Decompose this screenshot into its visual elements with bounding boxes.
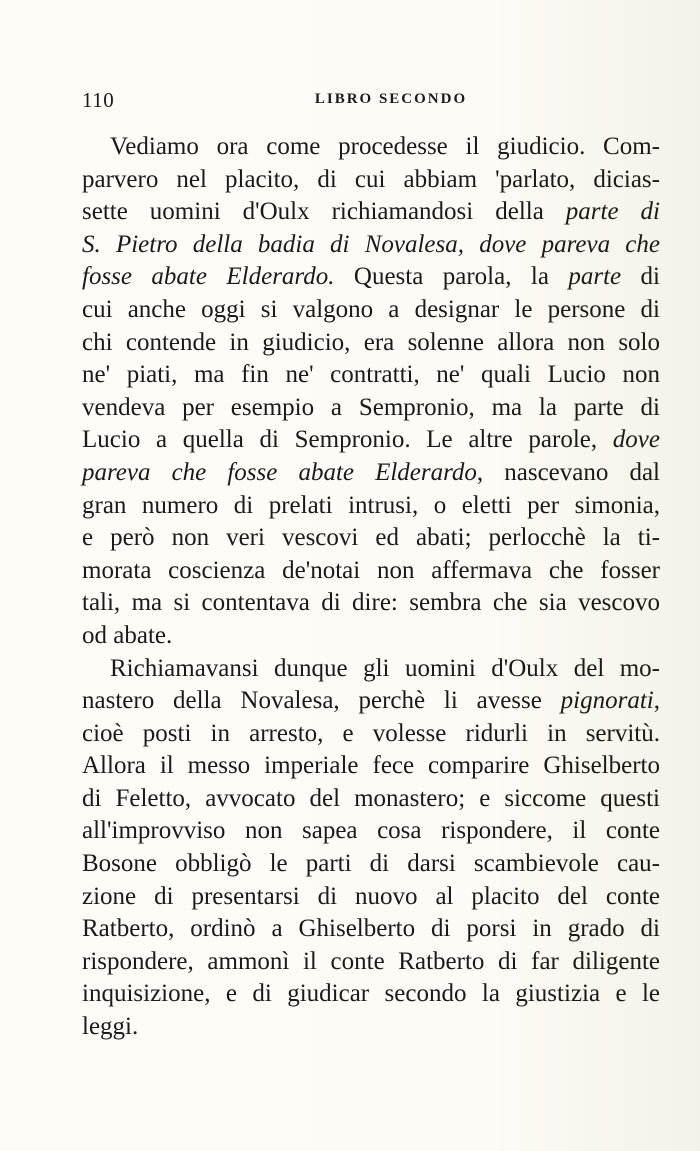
text-line (82, 848, 660, 881)
text-segment: od abate. (82, 621, 173, 649)
text-segment: e però non veri vescovi ed abati; perlocchè la ti- (82, 524, 660, 552)
text-line (82, 392, 660, 425)
text-line (82, 783, 660, 816)
running-title: LIBRO SECONDO (314, 91, 468, 107)
text-segment: all'improvviso non sapea cosa rispondere, il conte (82, 817, 660, 845)
text-line (82, 750, 660, 783)
text-line (82, 131, 660, 164)
text-line (82, 457, 660, 490)
text-segment: Richiamavansi dunque gli uomini d'Oulx del mo- (110, 654, 660, 682)
text-line (82, 1011, 660, 1044)
italic-segment: pignorati (560, 687, 654, 715)
text-segment: parvero nel placito, di cui abbiam 'parlato, dicias- (82, 165, 660, 193)
text-segment: chi contende in giudicio, era solenne allora non solo (82, 328, 660, 356)
page-number: 110 (82, 88, 115, 112)
text-segment: morata coscienza de'notai non affermava che fosser (82, 556, 660, 584)
text-line (82, 718, 660, 751)
text-line (82, 522, 660, 555)
text-line (82, 261, 660, 294)
text-line (82, 653, 660, 686)
text-line (82, 587, 660, 620)
body-text (82, 131, 660, 1044)
page-header (82, 88, 660, 114)
text-segment: Allora il messo imperiale fece comparire Ghiselberto (82, 752, 660, 780)
text-line (82, 946, 660, 979)
text-segment: di Feletto, avvocato del monastero; e siccome questi (82, 784, 660, 812)
text-segment: Bosone obbligò le parti di darsi scambievole cau- (82, 850, 660, 878)
text-line (82, 196, 660, 229)
text-segment: Vediamo ora come procedesse il giudicio. Com- (110, 133, 660, 160)
text-line (82, 555, 660, 588)
text-segment: , nascevano dal (476, 458, 660, 486)
text-line (82, 881, 660, 914)
text-segment: gran numero di prelati intrusi, o eletti per simonia, (82, 491, 660, 519)
text-segment: di (621, 263, 660, 291)
text-segment: inquisizione, e di giudicar secondo la giustizia e le (82, 980, 660, 1008)
text-segment: , (653, 687, 660, 715)
italic-segment: dove (612, 426, 660, 454)
text-segment: cui anche oggi si valgono a designar le persone di (82, 295, 660, 323)
text-segment: cioè posti in arresto, e volesse ridurli in servitù. (82, 719, 660, 747)
text-line (82, 229, 660, 262)
text-segment: nastero della Novalesa, perchè li avesse (82, 687, 561, 715)
text-segment: rispondere, ammonì il conte Ratberto di far diligente (82, 947, 660, 975)
text-segment: sette uomini d'Oulx richiamandosi della (82, 198, 566, 226)
italic-segment: fosse abate Elderardo. (82, 263, 335, 291)
text-segment: vendeva per esempio a Sempronio, ma la parte di (82, 393, 660, 421)
text-segment: leggi. (82, 1013, 139, 1041)
text-line (82, 327, 660, 360)
text-segment: Lucio a quella di Sempronio. Le altre parole, (82, 426, 613, 454)
text-segment: Questa parola, la (334, 263, 569, 291)
italic-segment: pareva che fosse abate Elderardo (82, 458, 477, 486)
text-segment: Ratberto, ordinò a Ghiselberto di porsi in grado di (82, 915, 660, 943)
italic-segment: parte (568, 263, 622, 291)
text-segment: ne' piati, ma fin ne' contratti, ne' quali Lucio non (82, 361, 660, 389)
text-line (82, 913, 660, 946)
text-line (82, 294, 660, 327)
text-line (82, 424, 660, 457)
text-segment: zione di presentarsi di nuovo al placito del conte (82, 882, 660, 910)
text-line (82, 164, 660, 197)
italic-segment: S. Pietro della badia di Novalesa, dove pareva che (82, 230, 660, 258)
text-line (82, 815, 660, 848)
text-line (82, 620, 660, 653)
text-line (82, 978, 660, 1011)
text-line (82, 685, 660, 718)
text-line (82, 490, 660, 523)
text-segment: tali, ma si contentava di dire: sembra che sia vescovo (82, 589, 660, 617)
italic-segment: parte di (565, 198, 660, 226)
text-line (82, 359, 660, 392)
